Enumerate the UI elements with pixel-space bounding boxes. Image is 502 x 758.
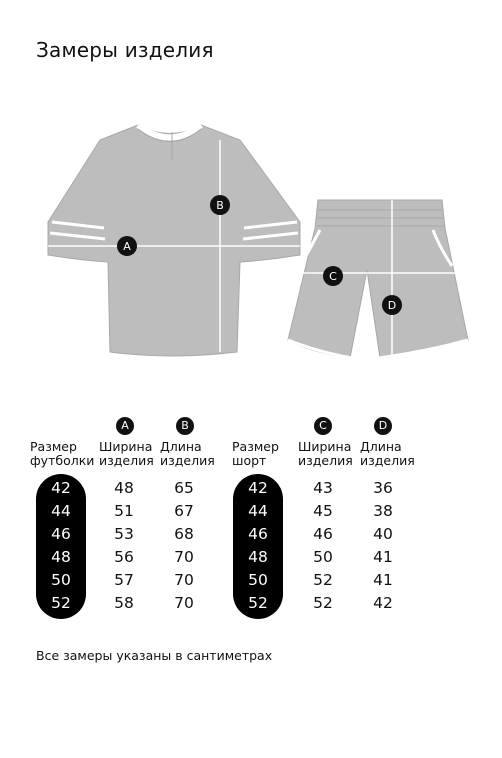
shorts-width-cell: 52 <box>313 594 333 612</box>
shorts-width-cell: 45 <box>313 502 333 520</box>
page-title: Замеры изделия <box>36 38 214 62</box>
tshirt-width-cell: 53 <box>114 525 134 543</box>
shorts-length-cell: 41 <box>373 571 393 589</box>
tshirt-width-cell: 48 <box>114 479 134 497</box>
shorts-length-cell: 36 <box>373 479 393 497</box>
shorts-length-cell: 40 <box>373 525 393 543</box>
tshirt-length-cell: 68 <box>174 525 194 543</box>
shorts-length-cell: 41 <box>373 548 393 566</box>
tshirt-width-cell: 51 <box>114 502 134 520</box>
marker-d <box>382 295 402 315</box>
svg-text:C: C <box>329 270 337 283</box>
column-marker-d: D <box>374 417 392 435</box>
tshirt-size-cell: 48 <box>51 548 71 566</box>
tshirt-length-cell: 70 <box>174 571 194 589</box>
shorts-length-cell: 42 <box>373 594 393 612</box>
marker-a <box>117 236 137 256</box>
shorts-size-cell: 48 <box>248 548 268 566</box>
shorts-length-header: Длина изделия <box>360 439 415 468</box>
tshirt-illustration <box>48 125 300 356</box>
shorts-size-cell: 42 <box>248 479 268 497</box>
tshirt-width-cell: 56 <box>114 548 134 566</box>
tshirt-size-cell: 52 <box>51 594 71 612</box>
tshirt-width-header: Ширина изделия <box>99 439 154 468</box>
shorts-illustration <box>288 200 468 358</box>
units-note: Все замеры указаны в сантиметрах <box>36 648 273 663</box>
marker-c <box>323 266 343 286</box>
tshirt-width-cell: 58 <box>114 594 134 612</box>
tshirt-length-header: Длина изделия <box>160 439 215 468</box>
shorts-size-cell: 46 <box>248 525 268 543</box>
tshirt-size-cell: 50 <box>51 571 71 589</box>
shorts-size-cell: 52 <box>248 594 268 612</box>
tshirt-length-cell: 70 <box>174 594 194 612</box>
shorts-width-header: Ширина изделия <box>298 439 353 468</box>
svg-text:B: B <box>216 199 224 212</box>
svg-text:D: D <box>387 299 397 312</box>
tshirt-length-cell: 67 <box>174 502 194 520</box>
column-marker-b: B <box>176 417 194 435</box>
shorts-width-cell: 43 <box>313 479 333 497</box>
shorts-width-cell: 46 <box>313 525 333 543</box>
tshirt-size-cell: 42 <box>51 479 71 497</box>
tshirt-width-cell: 57 <box>114 571 134 589</box>
marker-b <box>210 195 230 215</box>
tshirt-size-cell: 46 <box>51 525 71 543</box>
shorts-width-cell: 50 <box>313 548 333 566</box>
column-marker-a: A <box>116 417 134 435</box>
column-marker-c: C <box>314 417 332 435</box>
tshirt-length-cell: 70 <box>174 548 194 566</box>
shorts-width-cell: 52 <box>313 571 333 589</box>
tshirt-size-header: Размер футболки <box>30 439 95 468</box>
shorts-size-header: Размер шорт <box>232 439 279 468</box>
shorts-length-cell: 38 <box>373 502 393 520</box>
shorts-size-cell: 44 <box>248 502 268 520</box>
tshirt-size-cell: 44 <box>51 502 71 520</box>
svg-text:A: A <box>123 240 131 253</box>
tshirt-length-cell: 65 <box>174 479 194 497</box>
shorts-size-cell: 50 <box>248 571 268 589</box>
